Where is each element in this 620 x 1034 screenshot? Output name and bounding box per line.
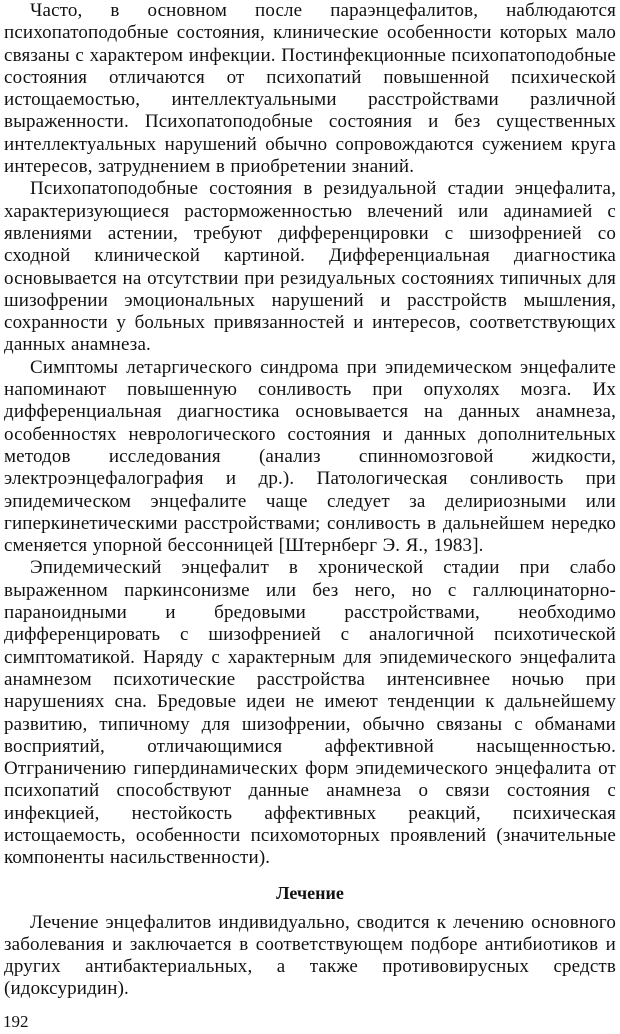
paragraph-residual-stage: Психопатоподобные состояния в резидуальной стадии энцефалита, характеризующиеся расторможенностью влечений или адинамией с явлениями астении, требуют дифференцировки с шизофренией со сходной клинической картиной. Дифференциальная диагностика основывается на отсутствии при резидуальных состояниях типичных для шизофрении эмоциональных нарушений и расстройств мышления, сохранности у больных привязанностей и интересов, соответствующих данных анамнеза. — [4, 178, 616, 356]
paragraph-treatment: Лечение энцефалитов индивидуально, сводится к лечению основного заболевания и заключается в соответствующем подборе антибиотиков и других антибактериальных, а также противовирусных средств (идоксуридин). — [4, 911, 616, 1000]
body-text — [4, 0, 616, 1001]
page-number: 192 — [3, 1012, 29, 1031]
paragraph-lethargic-syndrome: Симптомы летаргического синдрома при эпидемическом энцефалите напоминают повышенную сонливость при опухолях мозга. Их дифференциальная диагностика основывается на данных анамнеза, особенностях неврологического состояния и данных дополнительных методов исследования (анализ спинномозговой жидкости, электроэнцефалография и др.). Патологическая сонливость при эпидемическом энцефалите чаще следует за делириозными или гиперкинетическими расстройствами; сонливость в дальнейшем нередко сменяется упорной бессонницей [Штернберг Э. Я., 1983]. — [4, 356, 616, 557]
paragraph-chronic-stage: Эпидемический энцефалит в хронической стадии при слабо выраженном паркинсонизме или без него, но с галлюцинаторно-параноидными и бредовыми расстройствами, необходимо дифференцировать с шизофренией с аналогичной психотической симптоматикой. Наряду с характерным для эпидемического энцефалита анамнезом психотические расстройства интенсивнее ночью при нарушениях сна. Бредовые идеи не имеют тенденции к дальнейшему развитию, типичному для шизофрении, обычно связаны с обманами восприятий, отличающимися аффективной насыщенностью. Отграничению гипердинамических форм эпидемического энцефалита от психопатий способствуют данные анамнеза о связи состояния с инфекцией, нестойкость аффективных реакций, психическая истощаемость, особенности психомоторных проявлений (значительные компоненты насильственности). — [4, 557, 616, 869]
paragraph-psychopathic-states: Часто, в основном после параэнцефалитов, наблюдаются психопатоподобные состояния, клинические особенности которых мало связаны с характером инфекции. Постинфекционные психопатоподобные состояния отличаются от психопатий повышенной психической истощаемостью, интеллектуальными расстройствами различной выраженности. Психопатоподобные состояния и без существенных интеллектуальных нарушений обычно сопровождаются сужением круга интересов, затруднением в приобретении знаний. — [4, 0, 616, 178]
section-heading-treatment: Лечение — [276, 882, 344, 903]
